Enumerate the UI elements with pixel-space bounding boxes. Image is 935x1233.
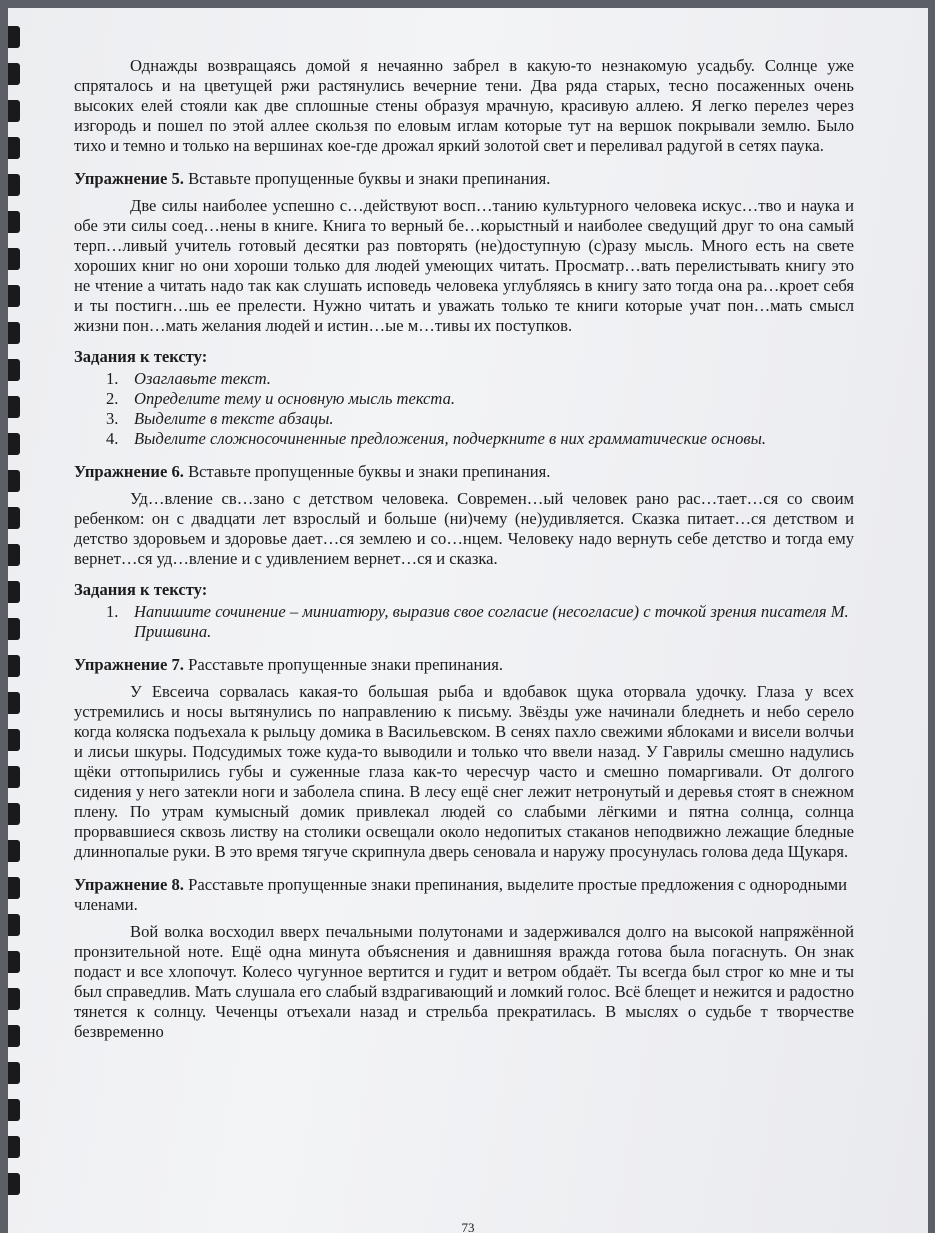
binding-ring <box>8 988 20 1010</box>
task-text: Озаглавьте текст. <box>134 369 271 388</box>
binding-ring <box>8 63 20 85</box>
task-item <box>74 409 854 429</box>
exercise-5-heading <box>74 169 854 189</box>
binding-ring <box>8 396 20 418</box>
task-text: Определите тему и основную мысль текста. <box>134 389 456 408</box>
task-item <box>74 369 854 389</box>
binding-ring <box>8 544 20 566</box>
page-number: 73 <box>461 1220 475 1233</box>
binding-ring <box>8 507 20 529</box>
exercise-6-title: Упражнение 6. <box>74 462 184 481</box>
binding-ring <box>8 100 20 122</box>
binding-ring <box>8 951 20 973</box>
exercise-5-instruction: Вставьте пропущенные буквы и знаки препинания. <box>188 169 551 188</box>
binding-ring <box>8 433 20 455</box>
book-page <box>8 8 928 1233</box>
exercise-5-text: Две силы наиболее успешно с…действуют восп…танию культурного человека искус…тво и наука и обе эти силы соед…нены в книге. Книга то верный бе…корыстный и наиболее сведущий друг то она самый терп…ливый учитель готовый десятки раз повторять (не)доступную (с)разу мысль. Много есть на свете хороших книг но они хороши только для людей умеющих читать. Просматр…вать перелистывать книгу это не чтение а читать надо так как слушать исповедь человека углубляясь в книгу зато тогда она ра…кроет себя и ты постигн…шь ее прелести. Нужно читать и уважать только те книги которые учат пон…мать смысл жизни пон…мать желания людей и истин…ые м…тивы их поступков. <box>74 196 854 335</box>
binding-ring <box>8 840 20 862</box>
exercise-8-title: Упражнение 8. <box>74 875 184 894</box>
binding-ring <box>8 1099 20 1121</box>
exercise-8-heading <box>74 875 854 915</box>
binding-ring <box>8 248 20 270</box>
binding-ring <box>8 1025 20 1047</box>
binding-ring <box>8 766 20 788</box>
exercise-7-text: У Евсеича сорвалась какая-то большая рыба и вдобавок щука оторвала удочку. Глаза у всех устремились и носы вытянулись по направлению к письму. Звёзды уже начинали бледнеть и небо серело когда коляска подъехала к рыльцу домика в Васильевском. В сенях пахло свежими яблоками и висели волчьи и лисьи шкуры. Подсудимых тоже куда-то выводили и только что ввели назад. У Гаврилы смешно надулись щёки оттопырились губы и суженные глаза как-то чересчур часто и смешно помаргивали. От долгого сидения у него затекли ноги и заболела спина. В лесу ещё снег лежит нетронутый и деревья стоят в снежном плену. По утрам кумысный домик привлекал людей со слабыми лёгкими и пятна солнца, солнца прорвавшиеся сквозь листву на столики освещали около недопитых стаканов неподвижно лежащие бледные длиннопалые руки. В это время тягуче скрипнула дверь сеновала и наружу просунулась голова деда Щукаря. <box>74 682 854 861</box>
binding-ring <box>8 914 20 936</box>
task-item <box>74 429 854 449</box>
task-text: Выделите в тексте абзацы. <box>134 409 334 428</box>
intro-paragraph: Однажды возвращаясь домой я нечаянно забрел в какую-то незнакомую усадьбу. Солнце уже спряталось и на цветущей ржи растянулись вечерние тени. Два ряда старых, тесно посаженных очень высоких елей стояли как две сплошные стены образуя мрачную, красивую аллею. Я легко перелез через изгородь и пошел по этой аллее скользя по еловым иглам которые тут на вершок покрывали землю. Было тихо и темно и только на вершинах кое-где дрожал яркий золотой свет и переливал радугой в сетях паука. <box>74 56 854 155</box>
binding-ring <box>8 692 20 714</box>
binding-ring <box>8 1173 20 1195</box>
binding-ring <box>8 174 20 196</box>
binding-ring <box>8 211 20 233</box>
exercise-6-instruction: Вставьте пропущенные буквы и знаки препинания. <box>188 462 551 481</box>
exercise-5-title: Упражнение 5. <box>74 169 184 188</box>
binding-ring <box>8 729 20 751</box>
binding-ring <box>8 285 20 307</box>
exercise-6-task-list <box>74 602 854 642</box>
binding-ring <box>8 470 20 492</box>
task-item <box>74 602 854 642</box>
binding-ring <box>8 618 20 640</box>
binding-ring <box>8 1062 20 1084</box>
binding-ring <box>8 877 20 899</box>
task-text: Выделите сложносочиненные предложения, подчеркните в них грамматические основы. <box>134 429 766 448</box>
binding-ring <box>8 26 20 48</box>
binding-ring <box>8 1136 20 1158</box>
task-number: 2. <box>106 389 119 408</box>
binding-ring <box>8 137 20 159</box>
task-item <box>74 389 854 409</box>
task-number: 3. <box>106 409 119 428</box>
exercise-8-text: Вой волка восходил вверх печальными полутонами и задерживался долго на высокой напряжённой пронзительной ноте. Ещё одна минута объяснения и давнишняя вражда готова была погаснуть. Он знак подаст и все хлопочут. Колесо чугунное вертится и гудит и ветром обдаёт. Ты всегда был строг ко мне и ты был справедлив. Мать слушала его слабый вздрагивающий и ломкий голос. Всё блещет и нежится и радостно тянется к солнцу. Чеченцы отъехали назад и стрельба прекратилась. В мыслях о судьбе т творчестве безвременно <box>74 922 854 1041</box>
task-number: 4. <box>106 429 119 448</box>
exercise-7-instruction: Расставьте пропущенные знаки препинания. <box>188 655 503 674</box>
exercise-6-text: Уд…вление св…зано с детством человека. Современ…ый человек рано рас…тает…ся со своим ребенком: он с двадцати лет взрослый и больше (ни)чему (не)удивляется. Сказка питает…ся детством и детство здоровьем и здоровье дает…ся землею и со…нцем. Человеку надо вернуть себе детство и тогда ему вернет…ся уд…вление и с удивлением вернет…ся и сказка. <box>74 489 854 568</box>
binding-ring <box>8 803 20 825</box>
exercise-5-tasks-title: Задания к тексту: <box>74 347 208 366</box>
exercise-6-heading <box>74 462 854 482</box>
page-content <box>74 56 854 1042</box>
exercise-8-instruction: Расставьте пропущенные знаки препинания, выделите простые предложения с однородными членами. <box>74 875 848 914</box>
spiral-binding <box>8 8 22 1233</box>
task-number: 1. <box>106 369 119 388</box>
binding-ring <box>8 322 20 344</box>
binding-ring <box>8 581 20 603</box>
exercise-6-tasks-title: Задания к тексту: <box>74 580 208 599</box>
exercise-5-task-list <box>74 369 854 449</box>
binding-ring <box>8 359 20 381</box>
task-text: Напишите сочинение – миниатюру, выразив свое согласие (несогласие) с точкой зрения писателя М. Пришвина. <box>134 602 849 641</box>
binding-ring <box>8 655 20 677</box>
task-number: 1. <box>106 602 119 621</box>
exercise-7-heading <box>74 655 854 675</box>
exercise-7-title: Упражнение 7. <box>74 655 184 674</box>
